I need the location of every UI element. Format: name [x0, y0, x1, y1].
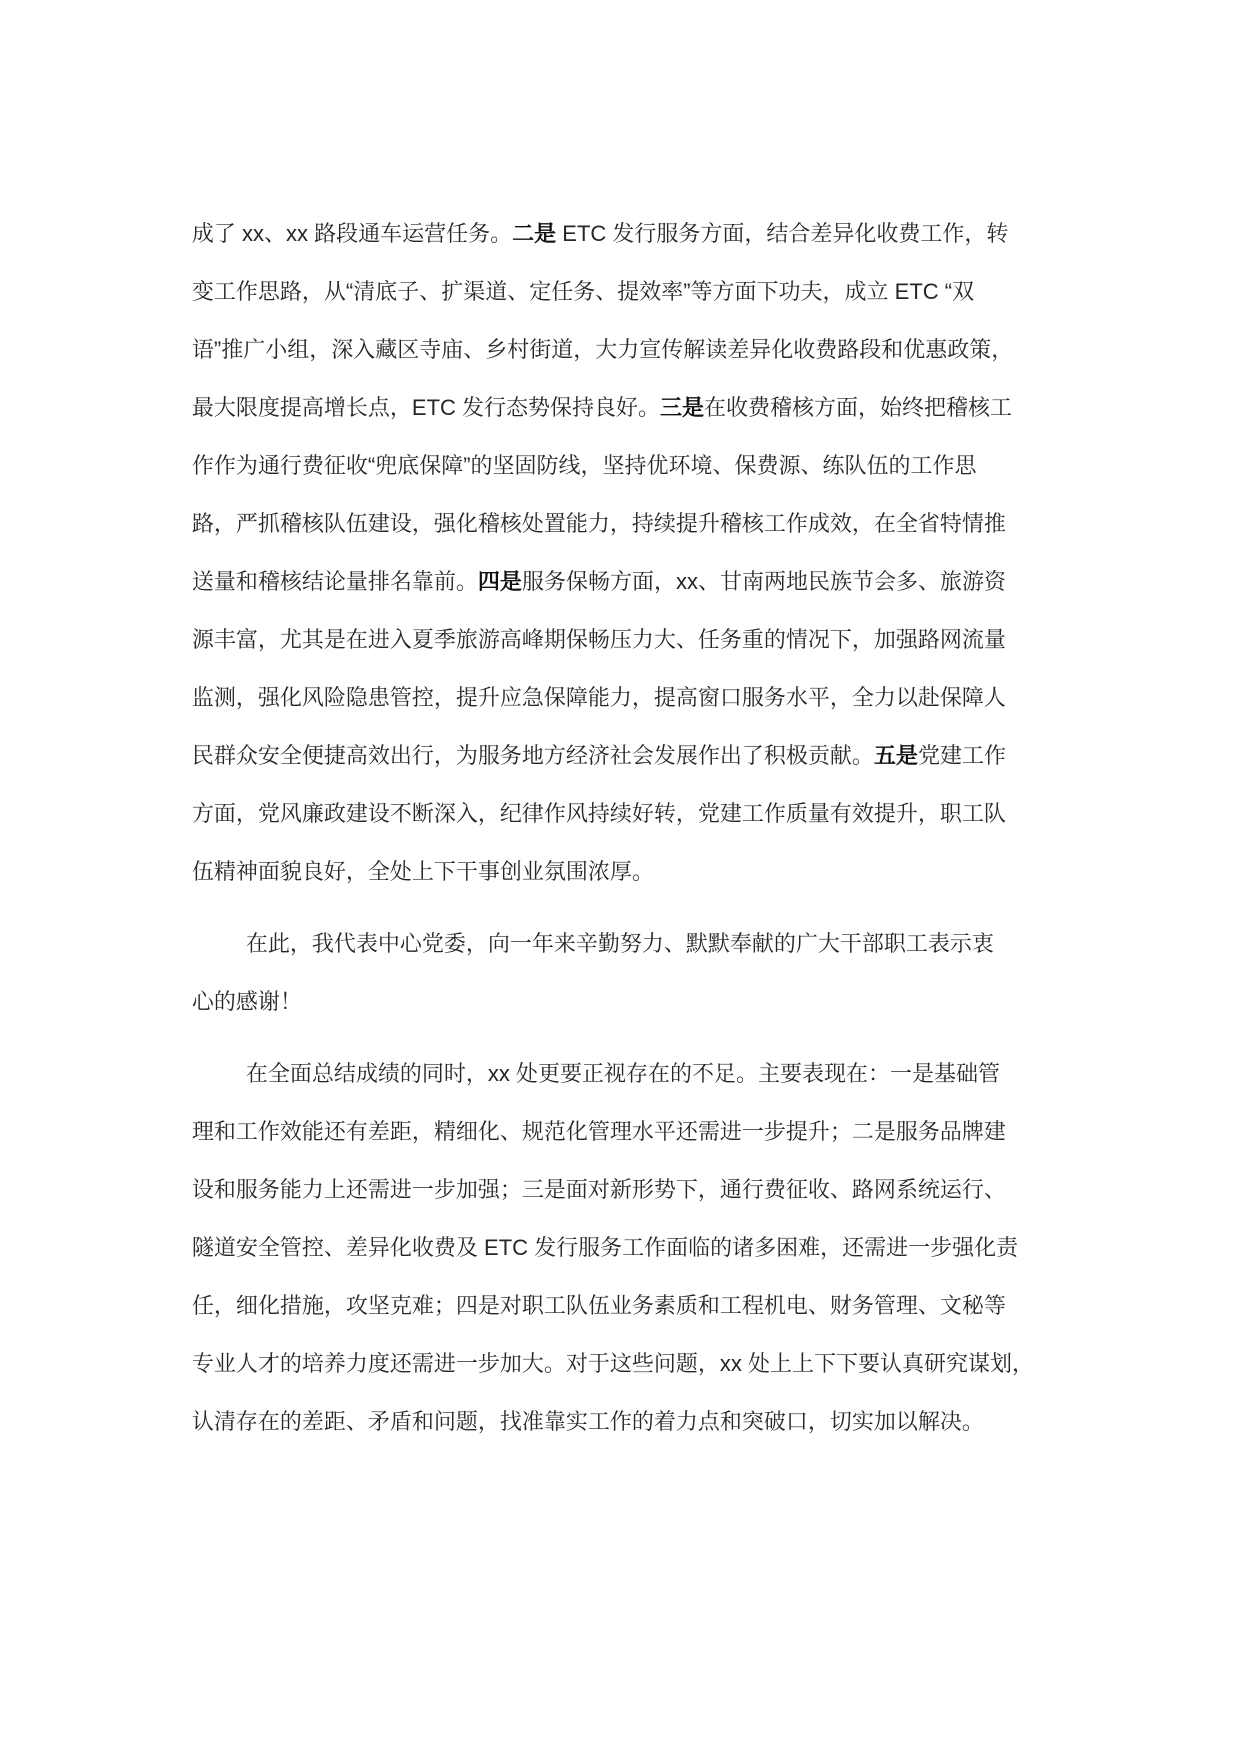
emphasis-text: 二是 — [512, 221, 557, 246]
text-segment: 语”推广小组，深入藏区寺庙、乡村街道，大力宣传解读差异化收费路段和优惠政策， — [191, 337, 1014, 362]
text-segment: 方面，党风廉政建设不断深入，纪律作风持续好转，党建工作质量有效提升，职工队 — [191, 801, 1006, 826]
emphasis-text: 三是 — [660, 395, 705, 420]
emphasis-text: 五是 — [873, 743, 918, 768]
text-segment: 心的感谢！ — [191, 989, 302, 1014]
text-segment: 监测，强化风险隐患管控，提升应急保障能力，提高窗口服务水平，全力以赴保障人 — [191, 685, 1006, 710]
text-line — [143, 147, 1103, 246]
text-segment: ETC 发行服务方面，结合差异化收费工作，转 — [556, 221, 1009, 246]
text-segment: 理和工作效能还有差距，精细化、规范化管理水平还需进一步提升；二是服务品牌建 — [191, 1119, 1006, 1144]
text-segment: 成了 xx、xx 路段通车运营任务。 — [191, 221, 513, 246]
text-segment: 作作为通行费征收“兜底保障”的坚固防线，坚持优环境、保费源、练队伍的工作思 — [191, 453, 977, 478]
text-segment: 最大限度提高增长点，ETC 发行态势保持良好。 — [191, 395, 661, 420]
paragraph-shortcomings — [143, 987, 1103, 1434]
text-segment: 路，严抓稽核队伍建设，强化稽核处置能力，持续提升稽核工作成效，在全省特情推 — [191, 511, 1006, 536]
text-segment: 党建工作 — [917, 743, 1006, 768]
text-segment: 隧道安全管控、差异化收费及 ETC 发行服务工作面临的诸多困难，还需进一步强化责 — [191, 1235, 1019, 1260]
text-segment: 在此，我代表中心党委，向一年来辛勤努力、默默奉献的广大干部职工表示衷 — [245, 931, 994, 956]
text-segment: 设和服务能力上还需进一步加强；三是面对新形势下，通行费征收、路网系统运行、 — [191, 1177, 1006, 1202]
text-segment: 在全面总结成绩的同时，xx 处更要正视存在的不足。主要表现在：一是基础管 — [245, 1061, 1001, 1086]
text-segment: 源丰富，尤其是在进入夏季旅游高峰期保畅压力大、任务重的情况下，加强路网流量 — [191, 627, 1006, 652]
text-segment: 在收费稽核方面，始终把稽核工 — [704, 395, 1013, 420]
text-segment: 服务保畅方面，xx、甘南两地民族节会多、旅游资 — [521, 569, 1006, 594]
text-segment: 伍精神面貌良好，全处上下干事创业氛围浓厚。 — [191, 859, 654, 884]
paragraph-achievements — [143, 147, 1103, 884]
text-segment: 认清存在的差距、矛盾和问题，找准靠实工作的着力点和突破口，切实加以解决。 — [191, 1409, 984, 1434]
emphasis-text: 四是 — [477, 569, 522, 594]
text-segment: 送量和稽核结论量排名靠前。 — [191, 569, 478, 594]
text-segment: 民群众安全便捷高效出行，为服务地方经济社会发展作出了积极贡献。 — [191, 743, 874, 768]
text-segment: 任，细化措施，攻坚克难；四是对职工队伍业务素质和工程机电、财务管理、文秘等 — [191, 1293, 1006, 1318]
text-segment: 变工作思路，从“清底子、扩渠道、定任务、提效率”等方面下功夫，成立 ETC “双 — [191, 279, 975, 304]
document-body — [143, 147, 1103, 1434]
text-segment: 专业人才的培养力度还需进一步加大。对于这些问题，xx 处上上下下要认真研究谋划， — [191, 1351, 1035, 1376]
